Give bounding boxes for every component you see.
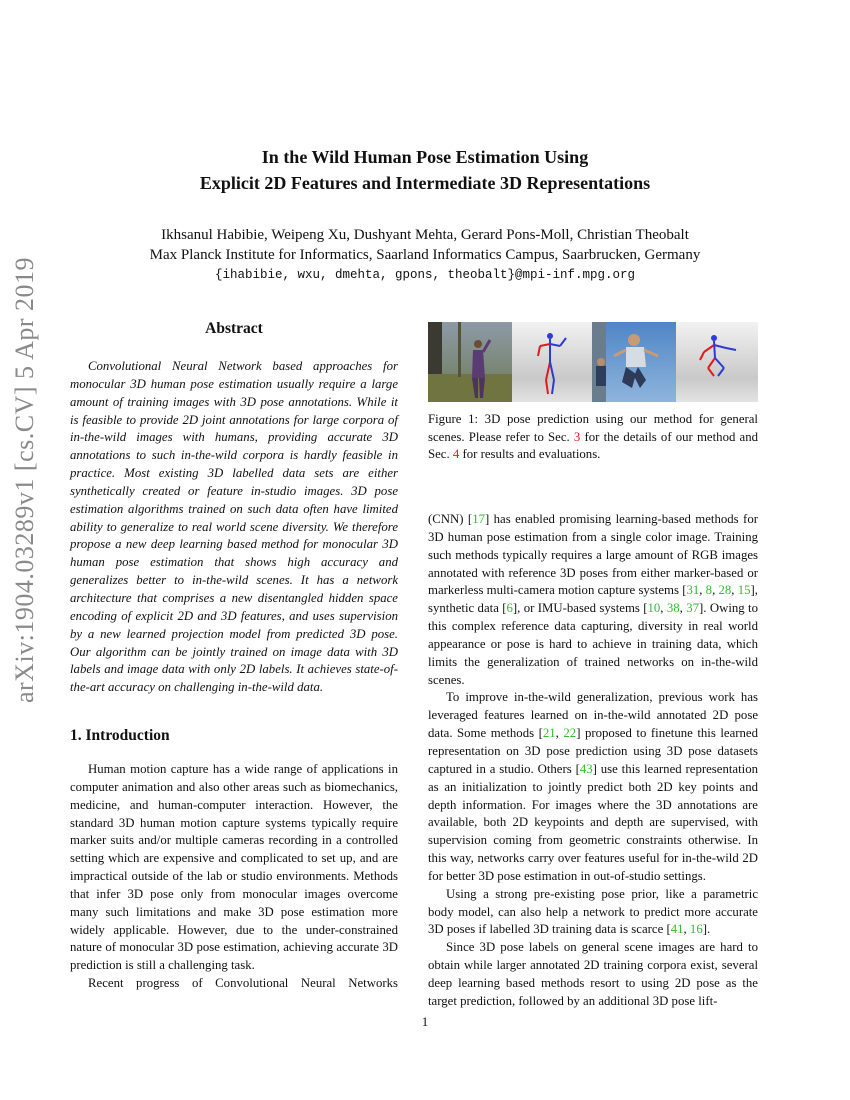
intro-body [70, 761, 398, 993]
citation[interactable]: 28 [718, 583, 732, 598]
intro-paragraph-2: Recent progress of Convolutional Neural Networks [88, 976, 398, 991]
citation[interactable]: 37 [686, 601, 700, 616]
figure-1-caption [428, 411, 758, 464]
right-paragraph-3: Using a strong pre-existing pose prior, like a parametric body model, can also help a network to predict more accurate 3D poses if labelled 3D training data is scarce [41, 16]. [428, 886, 758, 937]
citation[interactable]: 43 [579, 761, 593, 776]
caption-text-c: for results and evaluations. [462, 447, 601, 461]
skeleton-prediction-2 [676, 322, 758, 402]
citation[interactable]: 10 [647, 601, 661, 616]
intro-paragraph-1: Human motion capture has a wide range of applications in computer animation and also other areas such as biomechanics, medicine, and human-computer interaction. However, the standard 3D human motion capture systems typically require marker suits and/or multiple cameras recording in a controlled setting which are expensive and complicated to set up, and are impractical outside of the lab or studio environments. Methods that infer 3D pose only from monocular images overcome many such limitations and make 3D pose estimation more widely applicable. However, due to the under-constrained nature of monocular 3D pose estimation, achieving accurate 3D prediction is still a challenging task. [70, 762, 398, 973]
photo-outdoor-person [428, 322, 512, 402]
skeleton-prediction-1 [512, 322, 592, 402]
citation[interactable]: 22 [563, 726, 577, 741]
right-paragraph-2: To improve in-the-wild generalization, previous work has leveraged features learned on in-the-wild annotated 2D pose data. Some methods [21, 22] proposed to finetune this learned representation on 3D pose prediction using 3D pose datasets captured in a studio. Others [43] use this learned representation as an initialization to jointly predict both 2D key points and depth information. For images where the 3D annotations are available, both 2D keypoints and depth are supervised, with supervision coming from geometric constraints otherwise. In this way, networks carry over features useful for in-the-wild 2D for better 3D pose estimation in out-of-studio settings. [428, 690, 758, 883]
right-column-body [428, 511, 758, 1011]
right-paragraph-1: (CNN) [17] has enabled promising learning-based methods for 3D human pose estimation from a single color image. Training such methods typically requires a large amount of RGB images annotated with reference 3D poses from either marker-based or markerless multi-camera motion capture systems [31, 8, 28, 15], synthetic data [6], or IMU-based systems [10, 38, 37]. Owing to this complex reference data capturing, diversity in real world appearance or pose is hard to achieve in training data, which limits the generalization of trained networks on in-the-wild scenes. [428, 512, 758, 687]
intro-heading: 1. Introduction [70, 727, 170, 744]
caption-ref-sec3[interactable]: 3 [573, 429, 581, 444]
authors: Ikhsanul Habibie, Weipeng Xu, Dushyant Mehta, Gerard Pons-Moll, Christian Theobalt [161, 227, 689, 243]
right-paragraph-4: Since 3D pose labels on general scene images are hard to obtain while larger annotated 2D training corpora exist, several deep learning based methods resort to using 2D pose as the target prediction, followed by an additional 3D pose lift- [428, 940, 758, 1008]
abstract-heading: Abstract [205, 320, 263, 337]
arxiv-side-label: arXiv:1904.03289v1 [cs.CV] 5 Apr 2019 [10, 257, 39, 704]
page-number: 1 [421, 1014, 429, 1029]
citation[interactable]: 17 [472, 512, 485, 526]
abstract-text: Convolutional Neural Network based approaches for monocular 3D human pose estimation usually require a large amount of training images with 3D pose annotations. While it is feasible to provide 2D joint annotations for large corpora of in-the-wild images with humans, providing accurate 3D annotations to such in-the-wild corpora is hardly feasible in practice. Most existing 3D labelled data sets are either synthetically created or feature in-studio images. 3D pose estimation algorithms trained on such data often have limited ability to generalize to real world scene diversity. We therefore propose a new deep learning based method for monocular 3D human pose estimation that shows high accuracy and generalizes better to in-the-wild scenes. It has a network architecture that comprises a new disentangled hidden space encoding of explicit 2D and 3D features, and uses supervision by a new learned projection model from predicted 3D pose. Our algorithm can be jointly trained on image data with 3D labels and image data with only 2D labels. It achieves state-of-the-art accuracy on challenging in-the-wild data. [70, 359, 398, 695]
citation[interactable]: 16 [689, 922, 703, 937]
figure-1 [428, 322, 758, 402]
caption-ref-sec4[interactable]: 4 [452, 447, 460, 461]
caption-text-b: for the details of our method and Sec. [428, 429, 759, 461]
citation[interactable]: 15 [737, 583, 751, 598]
citation[interactable]: 8 [705, 583, 713, 598]
paper-title-line2: Explicit 2D Features and Intermediate 3D Representations [199, 173, 651, 193]
paper-title-line1: In the Wild Human Pose Estimation Using [261, 147, 589, 167]
affiliation: Max Planck Institute for Informatics, Saarland Informatics Campus, Saarbrucken, Germany [149, 247, 701, 263]
citation[interactable]: 41 [670, 922, 684, 937]
citation[interactable]: 38 [666, 601, 680, 616]
photo-jumping-person [592, 322, 676, 402]
citation[interactable]: 31 [686, 583, 700, 598]
caption-text-a: Figure 1: 3D pose prediction using our method for general scenes. Please refer to Sec. [428, 412, 758, 444]
email: {ihabibie, wxu, dmehta, gpons, theobalt}@mpi-inf.mpg.org [214, 268, 636, 282]
citation[interactable]: 6 [506, 601, 513, 616]
citation[interactable]: 21 [542, 726, 556, 741]
